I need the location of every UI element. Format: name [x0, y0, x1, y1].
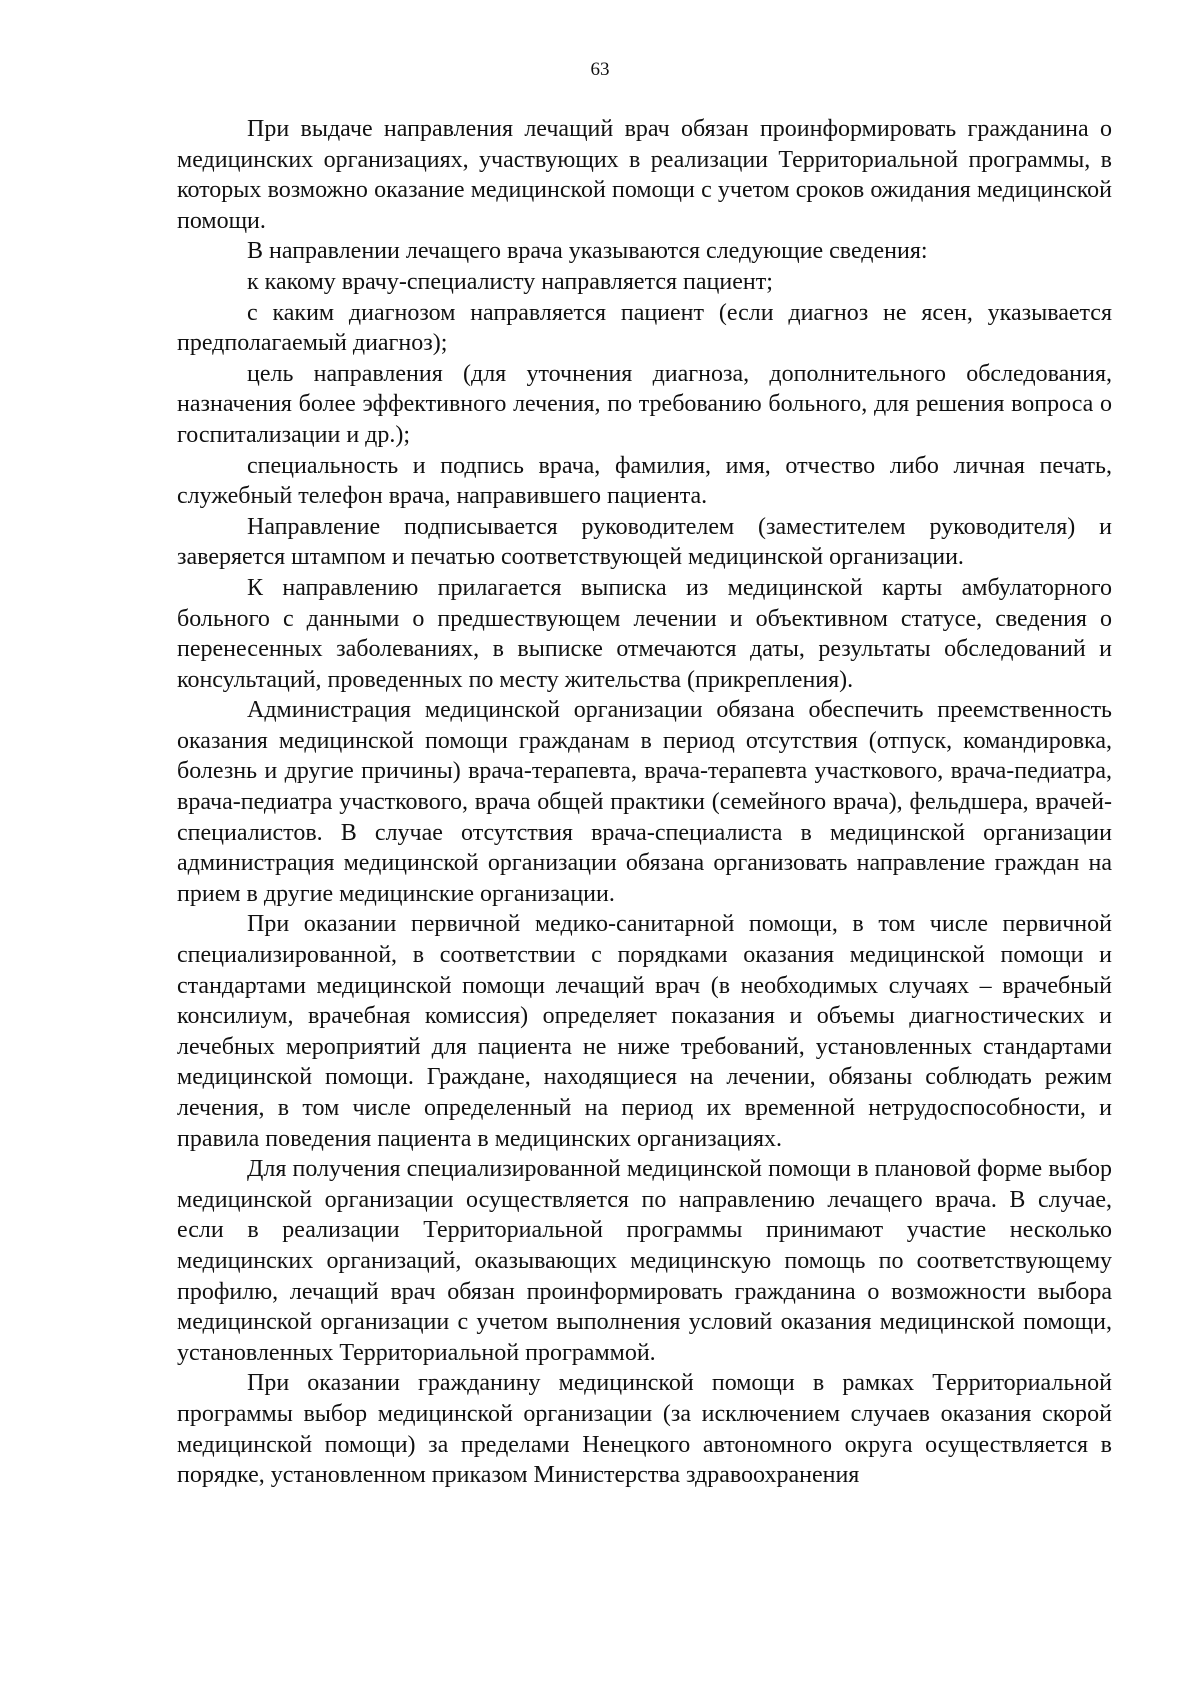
- paragraph: При выдаче направления лечащий врач обязан проинформировать гражданина о медицинских организациях, участвующих в реализации Территориальной программы, в которых возможно оказание медицинской помощи с учетом сроков ожидания медицинской помощи.: [177, 116, 1112, 234]
- paragraph: с каким диагнозом направляется пациент (если диагноз не ясен, указывается предполагаемый диагноз);: [177, 299, 1112, 357]
- paragraph: цель направления (для уточнения диагноза, дополнительного обследования, назначения более эффективного лечения, по требованию больного, для решения вопроса о госпитализации и др.);: [177, 360, 1112, 448]
- paragraph: При оказании первичной медико-санитарной помощи, в том числе первичной специализированной, в соответствии с порядками оказания медицинской помощи и стандартами медицинской помощи лечащий врач (в необходимых случаях – врачебный консилиум, врачебная комиссия) определяет показания и объемы диагностических и лечебных мероприятий для пациента не ниже требований, установленных стандартами медицинской помощи. Граждане, находящиеся на лечении, обязаны соблюдать режим лечения, в том числе определенный на период их временной нетрудоспособности, и правила поведения пациента в медицинских организациях.: [177, 911, 1112, 1152]
- page-number: 63: [590, 59, 610, 80]
- paragraph: К направлению прилагается выписка из медицинской карты амбулаторного больного с данными о предшествующем лечении и объективном статусе, сведения о перенесенных заболеваниях, в выписке отмечаются даты, результаты обследований и консультаций, проведенных по месту жительства (прикрепления).: [177, 574, 1112, 693]
- paragraph: При оказании гражданину медицинской помощи в рамках Территориальной программы выбор медицинской организации (за исключением случаев оказания скорой медицинской помощи) за пределами Ненецкого автономного округа осуществляется в порядке, установленном приказом Министерства здравоохранения: [177, 1370, 1112, 1489]
- paragraph: Направление подписывается руководителем (заместителем руководителя) и заверяется штампом и печатью соответствующей медицинской организации.: [177, 513, 1112, 571]
- paragraph: к какому врачу-специалисту направляется пациент;: [247, 268, 773, 295]
- paragraph: Для получения специализированной медицинской помощи в плановой форме выбор медицинской организации осуществляется по направлению лечащего врача. В случае, если в реализации Территориальной программы принимают участие несколько медицинских организаций, оказывающих медицинскую помощь по соответствующему профилю, лечащий врач обязан проинформировать гражданина о возможности выбора медицинской организации с учетом выполнения условий оказания медицинской помощи, установленных Территориальной программой.: [177, 1156, 1112, 1366]
- paragraph: Администрация медицинской организации обязана обеспечить преемственность оказания медицинской помощи гражданам в период отсутствия (отпуск, командировка, болезнь и другие причины) врача-терапевта, врача-терапевта участкового, врача-педиатра, врача-педиатра участкового, врача общей практики (семейного врача), фельдшера, врачей-специалистов. В случае отсутствия врача-специалиста в медицинской организации администрация медицинской организации обязана организовать направление граждан на прием в другие медицинские организации.: [177, 697, 1112, 907]
- paragraph: специальность и подпись врача, фамилия, имя, отчество либо личная печать, служебный телефон врача, направившего пациента.: [177, 452, 1112, 510]
- paragraph: В направлении лечащего врача указываются следующие сведения:: [247, 238, 928, 265]
- document-body: [177, 114, 1112, 1491]
